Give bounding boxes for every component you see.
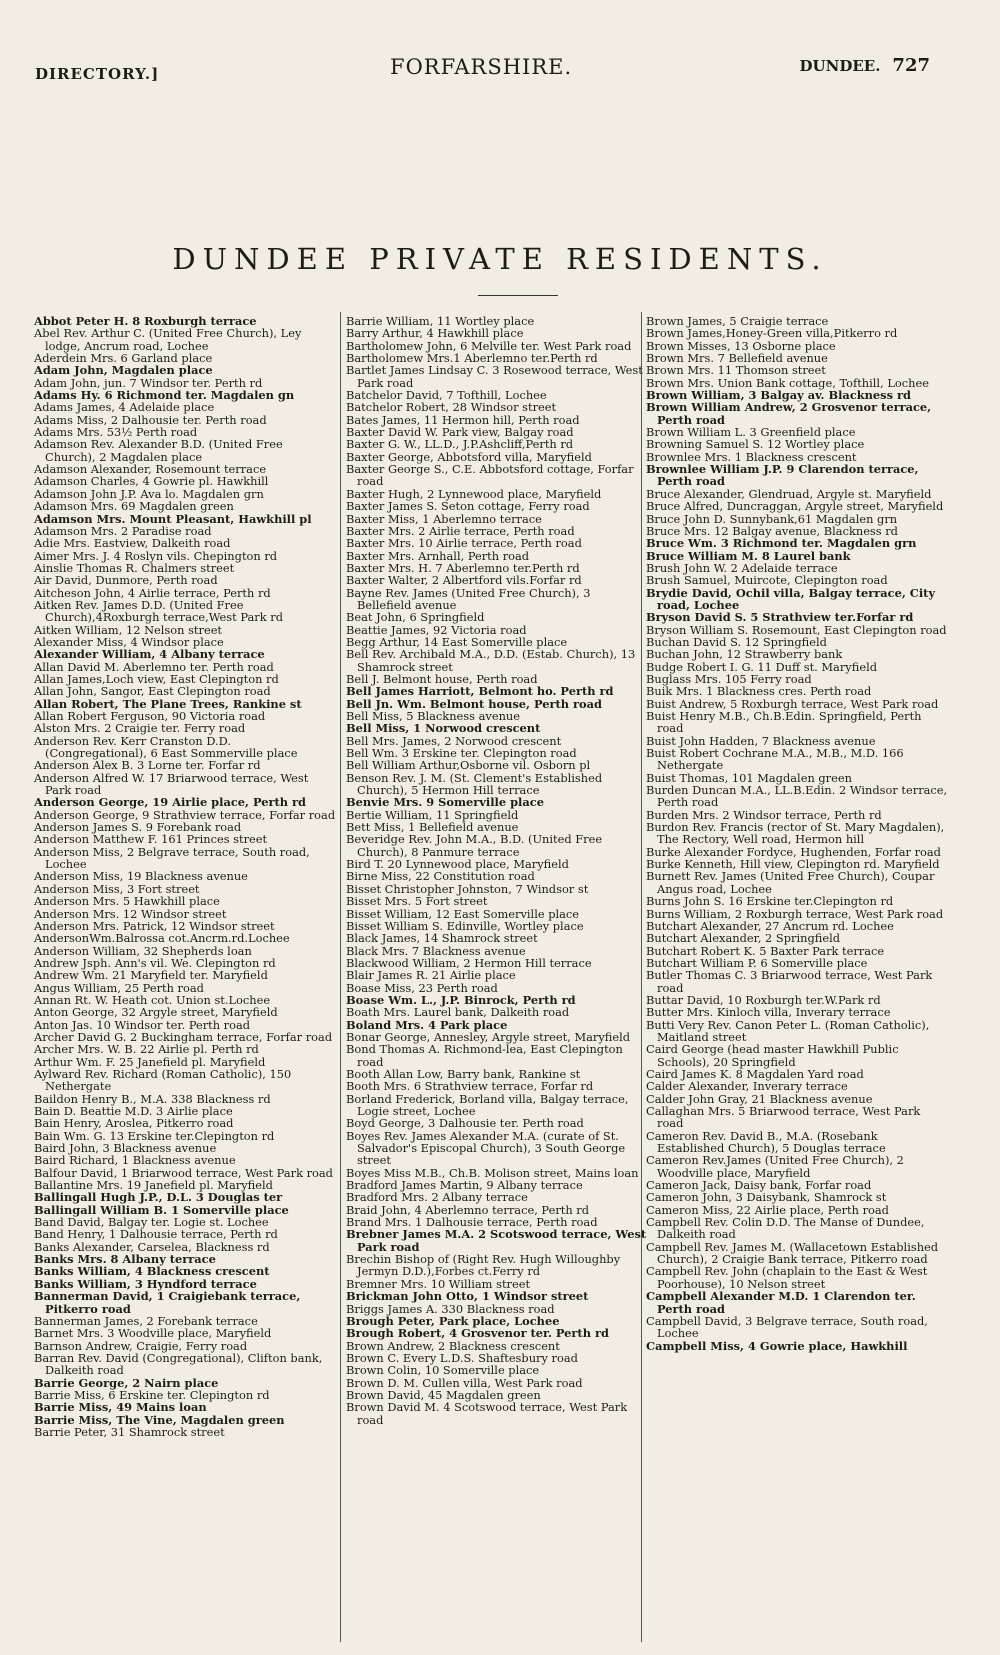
resident-entry: Band David, Balgay ter. Logie st. Lochee bbox=[34, 1215, 269, 1230]
resident-entry: Bruce Alfred, Duncraggan, Argyle street, Maryfield bbox=[646, 499, 944, 514]
resident-entry: Annan Rt. W. Heath cot. Union st.Lochee bbox=[34, 992, 271, 1007]
resident-entry: Butter Mrs. Kinloch villa, Inverary terrace bbox=[646, 1005, 891, 1020]
resident-entry: Cameron Jack, Daisy bank, Forfar road bbox=[646, 1178, 872, 1193]
resident-entry: Barrie William, 11 Wortley place bbox=[346, 314, 535, 328]
resident-entry: Buglass Mrs. 105 Ferry road bbox=[646, 671, 812, 686]
resident-entry: Baxter Mrs. 2 Airlie terrace, Perth road bbox=[346, 523, 575, 538]
resident-entry: Black Mrs. 7 Blackness avenue bbox=[346, 943, 526, 958]
resident-entry: Barnet Mrs. 3 Woodville place, Maryfield bbox=[34, 1326, 272, 1341]
resident-entry: Ballingall Hugh J.P., D.L. 3 Douglas ter bbox=[34, 1190, 283, 1205]
resident-entry: Bruce Wm. 3 Richmond ter. Magdalen grn bbox=[646, 536, 917, 551]
resident-entry: Campbell Alexander M.D. 1 Clarendon ter. Perth road bbox=[646, 1289, 916, 1316]
resident-entry: Bruce Alexander, Glendruad, Argyle st. Maryfield bbox=[646, 486, 932, 501]
resident-entry: Aitken William, 12 Nelson street bbox=[34, 622, 223, 637]
resident-entry: Adam John, Magdalen place bbox=[34, 363, 213, 378]
resident-entry: Anderson William, 32 Shepherds loan bbox=[34, 943, 252, 958]
resident-entry: Burns William, 2 Roxburgh terrace, West Park road bbox=[646, 906, 944, 921]
resident-entry: Browning Samuel S. 12 Wortley place bbox=[646, 437, 865, 452]
resident-entry: Barran Rev. David (Congregational), Clifton bank, Dalkeith road bbox=[34, 1350, 323, 1378]
resident-entry: Bell Rev. Archibald M.A., D.D. (Estab. Church), 13 Shamrock street bbox=[346, 647, 636, 674]
resident-entry: Anderson Rev. Kerr Cranston D.D. (Congregational), 6 East Sommerville place bbox=[34, 733, 298, 761]
resident-entry: Allan Robert, The Plane Trees, Rankine st bbox=[34, 696, 302, 711]
resident-entry: Bisset Christopher Johnston, 7 Windsor st bbox=[346, 881, 589, 896]
resident-entry: Campbell Miss, 4 Gowrie place, Hawkhill bbox=[646, 1338, 908, 1353]
resident-entry: Briggs James A. 330 Blackness road bbox=[346, 1301, 555, 1316]
resident-entry: Andrew Wm. 21 Maryfield ter. Maryfield bbox=[34, 968, 268, 983]
resident-entry: Brown Colin, 10 Somerville place bbox=[346, 1363, 540, 1378]
resident-entry: Borland Frederick, Borland villa, Balgay terrace, Logie street, Lochee bbox=[346, 1091, 629, 1118]
column-2 bbox=[346, 315, 648, 1426]
resident-entry: Bannerman David, 1 Craigiebank terrace, Pitkerro road bbox=[34, 1289, 301, 1316]
resident-entry: Brown William, 3 Balgay av. Blackness rd bbox=[646, 388, 911, 403]
resident-entry: Booth Mrs. 6 Strathview terrace, Forfar rd bbox=[346, 1079, 594, 1094]
resident-entry: Barrie George, 2 Nairn place bbox=[34, 1375, 219, 1390]
resident-entry: Aylward Rev. Richard (Roman Catholic), 150 Nethergate bbox=[34, 1066, 292, 1094]
resident-entry: Batchelor David, 7 Tofthill, Lochee bbox=[346, 388, 547, 403]
resident-entry: Blackwood William, 2 Hermon Hill terrace bbox=[346, 955, 592, 970]
resident-entry: Bonar George, Annesley, Argyle street, Maryfield bbox=[346, 1029, 631, 1044]
resident-entry: Bisset Mrs. 5 Fort street bbox=[346, 894, 488, 909]
resident-entry: Adams Mrs. 53½ Perth road bbox=[34, 425, 198, 440]
resident-entry: Bain D. Beattie M.D. 3 Airlie place bbox=[34, 1104, 233, 1118]
resident-entry: Butchart Alexander, 2 Springfield bbox=[646, 931, 841, 946]
resident-entry: Brown Mrs. 11 Thomson street bbox=[646, 363, 826, 378]
column-3 bbox=[646, 315, 948, 1352]
column-1 bbox=[34, 315, 336, 1438]
resident-entry: Barry Arthur, 4 Hawkhill place bbox=[346, 326, 524, 341]
resident-entry: Beattie James, 92 Victoria road bbox=[346, 622, 527, 637]
resident-entry: Bell Miss, 1 Norwood crescent bbox=[346, 721, 541, 736]
resident-entry: Bremner Mrs. 10 William street bbox=[346, 1276, 531, 1291]
resident-entry: Anderson Miss, 19 Blackness avenue bbox=[34, 869, 248, 884]
resident-entry: Black James, 14 Shamrock street bbox=[346, 931, 538, 946]
resident-entry: Brush Samuel, Muircote, Clepington road bbox=[646, 573, 888, 588]
resident-entry: Baird Richard, 1 Blackness avenue bbox=[34, 1153, 236, 1168]
resident-entry: Archer Mrs. W. B. 22 Airlie pl. Perth rd bbox=[34, 1042, 259, 1057]
resident-entry: Boase Wm. L., J.P. Binrock, Perth rd bbox=[346, 992, 576, 1007]
resident-entry: Beveridge Rev. John M.A., B.D. (United Free Church), 8 Panmure terrace bbox=[346, 832, 603, 859]
resident-entry: Anderson George, 19 Airlie place, Perth rd bbox=[34, 795, 306, 810]
resident-entry: Butti Very Rev. Canon Peter L. (Roman Catholic), Maitland street bbox=[646, 1017, 930, 1044]
resident-entry: Air David, Dunmore, Perth road bbox=[34, 573, 218, 588]
resident-entry: Brown Andrew, 2 Blackness crescent bbox=[346, 1338, 560, 1353]
resident-entry: Baxter David W. Park view, Balgay road bbox=[346, 425, 574, 440]
resident-entry: Burnett Rev. James (United Free Church), Coupar Angus road, Lochee bbox=[646, 869, 935, 896]
resident-entry: Begg Arthur, 14 East Somerville place bbox=[346, 634, 568, 649]
resident-entry: Booth Allan Low, Barry bank, Rankine st bbox=[346, 1066, 581, 1081]
resident-entry: Brown David, 45 Magdalen green bbox=[346, 1387, 541, 1402]
resident-entry: Buist Henry M.B., Ch.B.Edin. Springfield, Perth road bbox=[646, 709, 922, 736]
section-title: DUNDEE PRIVATE RESIDENTS. bbox=[172, 242, 828, 276]
resident-entry: Blair James R. 21 Airlie place bbox=[346, 968, 516, 983]
resident-entry: Banks William, 3 Hyndford terrace bbox=[34, 1276, 257, 1291]
resident-entry: Benvie Mrs. 9 Somerville place bbox=[346, 795, 544, 810]
resident-entry: Butler Thomas C. 3 Briarwood terrace, West Park road bbox=[646, 968, 933, 995]
resident-entry: Bett Miss, 1 Bellefield avenue bbox=[346, 820, 519, 835]
resident-entry: Butchart Alexander, 27 Ancrum rd. Lochee bbox=[646, 918, 894, 933]
resident-entry: Adie Mrs. Eastview, Dalkeith road bbox=[34, 536, 231, 551]
resident-entry: Campbell Rev. Colin D.D. The Manse of Dundee, Dalkeith road bbox=[646, 1215, 925, 1242]
resident-entry: Butchart William P. 6 Somerville place bbox=[646, 955, 868, 970]
resident-entry: Bell James Harriott, Belmont ho. Perth rd bbox=[346, 684, 614, 699]
resident-entry: Anderson James S. 9 Forebank road bbox=[34, 820, 242, 835]
resident-entry: Buchan John, 12 Strawberry bank bbox=[646, 647, 843, 662]
resident-entry: Brown James,Honey-Green villa,Pitkerro rd bbox=[646, 326, 898, 341]
resident-entry: Boath Mrs. Laurel bank, Dalkeith road bbox=[346, 1005, 570, 1020]
running-head-right bbox=[800, 55, 930, 76]
resident-entry: Andrew Jsph. Ann's vil. We. Clepington rd bbox=[34, 955, 276, 970]
title-rule bbox=[478, 295, 558, 296]
resident-entry: Bird T. 20 Lynnewood place, Maryfield bbox=[346, 857, 569, 872]
resident-entry: Barrie Miss, 49 Mains loan bbox=[34, 1400, 207, 1415]
resident-entry: Boland Mrs. 4 Park place bbox=[346, 1017, 508, 1032]
resident-entry: Bain Wm. G. 13 Erskine ter.Clepington rd bbox=[34, 1128, 275, 1143]
resident-entry: Anderson Miss, 3 Fort street bbox=[34, 881, 200, 896]
resident-entry: Allan Robert Ferguson, 90 Victoria road bbox=[34, 709, 266, 723]
resident-entry: Anton Jas. 10 Windsor ter. Perth road bbox=[34, 1017, 251, 1032]
resident-entry: Alexander Miss, 4 Windsor place bbox=[34, 634, 224, 649]
running-head-left: DIRECTORY.] bbox=[35, 65, 160, 83]
resident-entry: Benson Rev. J. M. (St. Clement's Established Church), 5 Hermon Hill terrace bbox=[346, 770, 603, 798]
resident-entry: Burns John S. 16 Erskine ter.Clepington rd bbox=[646, 894, 894, 909]
resident-entry: Brownlee Mrs. 1 Blackness crescent bbox=[646, 449, 857, 464]
resident-entry: Ballantine Mrs. 19 Janefield pl. Maryfield bbox=[34, 1178, 273, 1193]
resident-entry: Bartholomew John, 6 Melville ter. West Park road bbox=[346, 338, 632, 353]
resident-entry: Bell Wm. 3 Erskine ter. Clepington road bbox=[346, 746, 577, 761]
resident-entry: Anderson Alex B. 3 Lorne ter. Forfar rd bbox=[34, 758, 261, 773]
resident-entry: AndersonWm.Balrossa cot.Ancrm.rd.Lochee bbox=[34, 931, 290, 946]
resident-entry: Anderson Alfred W. 17 Briarwood terrace, West Park road bbox=[34, 770, 309, 798]
resident-entry: Bayne Rev. James (United Free Church), 3 Bellefield avenue bbox=[346, 585, 591, 612]
resident-entry: Brydie David, Ochil villa, Balgay terrace, City road, Lochee bbox=[646, 585, 936, 612]
resident-entry: Brownlee William J.P. 9 Clarendon terrace, Perth road bbox=[646, 462, 919, 489]
resident-entry: Barrie Miss, 6 Erskine ter. Clepington rd bbox=[34, 1387, 270, 1402]
resident-entry: Baird John, 3 Blackness avenue bbox=[34, 1141, 217, 1156]
running-head-section: DUNDEE. bbox=[799, 57, 881, 75]
resident-entry: Brough Robert, 4 Grosvenor ter. Perth rd bbox=[346, 1326, 609, 1341]
resident-entry: Brown James, 5 Craigie terrace bbox=[646, 314, 829, 328]
resident-entry: Baxter Walter, 2 Albertford vils.Forfar rd bbox=[346, 573, 582, 588]
resident-entry: Campbell David, 3 Belgrave terrace, South road, Lochee bbox=[646, 1313, 928, 1341]
resident-entry: Bartlet James Lindsay C. 3 Rosewood terrace, West Park road bbox=[346, 363, 643, 390]
resident-entry: Caird James K. 8 Magdalen Yard road bbox=[646, 1066, 864, 1081]
resident-entry: Anton George, 32 Argyle street, Maryfield bbox=[34, 1005, 278, 1020]
resident-entry: Adamson Alexander, Rosemount terrace bbox=[34, 462, 267, 477]
resident-entry: Angus William, 25 Perth road bbox=[34, 980, 204, 995]
resident-entry: Buist Andrew, 5 Roxburgh terrace, West Park road bbox=[646, 696, 939, 711]
resident-entry: Bisset William S. Edinville, Wortley place bbox=[346, 918, 584, 933]
resident-entry: Barrie Miss, The Vine, Magdalen green bbox=[34, 1412, 285, 1427]
resident-entry: Brown C. Every L.D.S. Shaftesbury road bbox=[346, 1350, 578, 1365]
resident-entry: Buik Mrs. 1 Blackness cres. Perth road bbox=[646, 684, 872, 699]
resident-entry: Burden Mrs. 2 Windsor terrace, Perth rd bbox=[646, 807, 882, 822]
resident-entry: Anderson Mrs. 12 Windsor street bbox=[34, 906, 227, 921]
resident-entry: Cameron Miss, 22 Airlie place, Perth road bbox=[646, 1202, 889, 1217]
resident-entry: Baxter James S. Seton cottage, Ferry road bbox=[346, 499, 590, 514]
resident-entry: Allan James,Loch view, East Clepington rd bbox=[34, 671, 279, 686]
resident-entry: Brough Peter, Park place, Lochee bbox=[346, 1313, 560, 1328]
resident-entry: Brown Misses, 13 Osborne place bbox=[646, 338, 836, 353]
resident-entry: Baxter G. W., LL.D., J.P.Ashcliff,Perth rd bbox=[346, 437, 574, 452]
resident-entry: Anderson Matthew F. 161 Princes street bbox=[34, 832, 268, 847]
resident-entry: Adams Miss, 2 Dalhousie ter. Perth road bbox=[34, 412, 267, 427]
resident-entry: Allan David M. Aberlemno ter. Perth road bbox=[34, 659, 274, 674]
resident-entry: Brown D. M. Cullen villa, West Park road bbox=[346, 1375, 583, 1390]
resident-entry: Brush John W. 2 Adelaide terrace bbox=[646, 560, 838, 575]
resident-entry: Burke Alexander Fordyce, Hughenden, Forfar road bbox=[646, 844, 941, 859]
resident-entry: Callaghan Mrs. 5 Briarwood terrace, West Park road bbox=[646, 1104, 921, 1131]
resident-entry: Baxter George S., C.E. Abbotsford cottage, Forfar road bbox=[346, 462, 634, 489]
resident-entry: Banks William, 4 Blackness crescent bbox=[34, 1264, 270, 1279]
resident-entry: Bradford James Martin, 9 Albany terrace bbox=[346, 1178, 583, 1193]
resident-entry: Burden Duncan M.A., LL.B.Edin. 2 Windsor terrace, Perth road bbox=[646, 783, 948, 810]
resident-entry: Archer David G. 2 Buckingham terrace, Forfar road bbox=[34, 1029, 333, 1044]
page-number: 727 bbox=[892, 55, 930, 76]
resident-entry: Adams Hy. 6 Richmond ter. Magdalen gn bbox=[34, 388, 295, 403]
resident-entry: Anderson Miss, 2 Belgrave terrace, South road, Lochee bbox=[34, 844, 310, 872]
resident-entry: Adamson Mrs. Mount Pleasant, Hawkhill pl bbox=[34, 511, 312, 526]
resident-entry: Brechin Bishop of (Right Rev. Hugh Willoughby Jermyn D.D.),Forbes ct.Ferry rd bbox=[346, 1252, 621, 1279]
resident-entry: Adamson Mrs. 69 Magdalen green bbox=[34, 499, 234, 514]
resident-entry: Bell William Arthur,Osborne vil. Osborn pl bbox=[346, 758, 591, 773]
resident-entry: Calder John Gray, 21 Blackness avenue bbox=[646, 1091, 873, 1106]
resident-entry: Adams James, 4 Adelaide place bbox=[34, 400, 215, 415]
resident-entry: Aitcheson John, 4 Airlie terrace, Perth rd bbox=[34, 585, 271, 600]
resident-entry: Allan John, Sangor, East Clepington road bbox=[34, 684, 271, 699]
resident-entry: Budge Robert I. G. 11 Duff st. Maryfield bbox=[646, 659, 878, 674]
resident-entry: Batchelor Robert, 28 Windsor street bbox=[346, 400, 557, 415]
resident-entry: Anderson Mrs. Patrick, 12 Windsor street bbox=[34, 918, 275, 933]
resident-entry: Bell Mrs. James, 2 Norwood crescent bbox=[346, 733, 562, 748]
resident-entry: Aitken Rev. James D.D. (United Free Church),4Roxburgh terrace,West Park rd bbox=[34, 597, 283, 625]
running-head-county: FORFARSHIRE. bbox=[390, 55, 573, 79]
resident-entry: Brown William Andrew, 2 Grosvenor terrace, Perth road bbox=[646, 400, 932, 427]
resident-entry: Baxter Mrs. 10 Airlie terrace, Perth road bbox=[346, 536, 582, 551]
resident-entry: Bruce Mrs. 12 Balgay avenue, Blackness rd bbox=[646, 523, 898, 538]
resident-entry: Baxter Miss, 1 Aberlemno terrace bbox=[346, 511, 542, 526]
resident-entry: Brickman John Otto, 1 Windsor street bbox=[346, 1289, 589, 1304]
resident-entry: Bates James, 11 Hermon hill, Perth road bbox=[346, 412, 580, 427]
resident-entry: Brown Mrs. 7 Bellefield avenue bbox=[646, 351, 828, 366]
resident-entry: Caird George (head master Hawkhill Public Schools), 20 Springfield bbox=[646, 1042, 899, 1069]
resident-entry: Adamson Rev. Alexander B.D. (United Free Church), 2 Magdalen place bbox=[34, 437, 283, 464]
resident-entry: Bain Henry, Aroslea, Pitkerro road bbox=[34, 1116, 234, 1131]
resident-entry: Brown William L. 3 Greenfield place bbox=[646, 425, 856, 440]
resident-entry: Campbell Rev. James M. (Wallacetown Established Church), 2 Craigie Bank terrace, Pitkerro road bbox=[646, 1239, 939, 1267]
resident-entry: Beat John, 6 Springfield bbox=[346, 610, 485, 625]
resident-entry: Buchan David S. 12 Springfield bbox=[646, 634, 827, 649]
resident-entry: Alexander William, 4 Albany terrace bbox=[34, 647, 265, 662]
column-divider bbox=[641, 312, 642, 1642]
resident-entry: Abel Rev. Arthur C. (United Free Church), Ley lodge, Ancrum road, Lochee bbox=[34, 326, 302, 353]
resident-entry: Bradford Mrs. 2 Albany terrace bbox=[346, 1190, 528, 1205]
resident-entry: Bruce William M. 8 Laurel bank bbox=[646, 548, 851, 563]
resident-entry: Adamson John J.P. Ava lo. Magdalen grn bbox=[34, 486, 264, 501]
resident-entry: Baildon Henry B., M.A. 338 Blackness rd bbox=[34, 1091, 271, 1106]
resident-entry: Adamson Mrs. 2 Paradise road bbox=[34, 523, 212, 538]
resident-entry: Buist Robert Cochrane M.A., M.B., M.D. 166 Nethergate bbox=[646, 746, 904, 773]
resident-entry: Ballingall William B. 1 Somerville place bbox=[34, 1202, 289, 1217]
resident-entry: Banks Alexander, Carselea, Blackness rd bbox=[34, 1239, 270, 1254]
resident-entry: Ainslie Thomas R. Chalmers street bbox=[34, 560, 235, 575]
resident-entry: Baxter George, Abbotsford villa, Maryfield bbox=[346, 449, 592, 464]
resident-entry: Bartholomew Mrs.1 Aberlemno ter.Perth rd bbox=[346, 351, 598, 366]
resident-entry: Baxter Mrs. Arnhall, Perth road bbox=[346, 548, 530, 563]
resident-entry: Campbell Rev. John (chaplain to the East & West Poorhouse), 10 Nelson street bbox=[646, 1264, 928, 1291]
resident-entry: Bond Thomas A. Richmond-lea, East Clepington road bbox=[346, 1042, 623, 1069]
resident-entry: Buist Thomas, 101 Magdalen green bbox=[646, 770, 852, 785]
resident-entry: Cameron John, 3 Daisybank, Shamrock st bbox=[646, 1190, 887, 1205]
resident-entry: Arthur Wm. F. 25 Janefield pl. Maryfield bbox=[34, 1054, 266, 1069]
resident-entry: Band Henry, 1 Dalhousie terrace, Perth rd bbox=[34, 1227, 278, 1242]
resident-entry: Bell J. Belmont house, Perth road bbox=[346, 671, 538, 686]
resident-entry: Anderson George, 9 Strathview terrace, Forfar road bbox=[34, 807, 336, 822]
resident-entry: Aimer Mrs. J. 4 Roslyn vils. Chepington rd bbox=[34, 548, 278, 563]
resident-entry: Brown Mrs. Union Bank cottage, Tofthill, Lochee bbox=[646, 375, 929, 390]
resident-entry: Balfour David, 1 Briarwood terrace, West Park road bbox=[34, 1165, 333, 1180]
resident-entry: Boyes Miss M.B., Ch.B. Molison street, Mains loan bbox=[346, 1165, 639, 1180]
resident-entry: Burke Kenneth, Hill view, Clepington rd. Maryfield bbox=[646, 857, 940, 872]
resident-entry: Aderdein Mrs. 6 Garland place bbox=[34, 351, 213, 366]
resident-entry: Banks Mrs. 8 Albany terrace bbox=[34, 1252, 216, 1267]
resident-entry: Alston Mrs. 2 Craigie ter. Ferry road bbox=[34, 721, 246, 736]
page-header bbox=[35, 55, 930, 85]
resident-entry: Cameron Rev.James (United Free Church), 2 Woodville place, Maryfield bbox=[646, 1153, 904, 1180]
resident-entry: Brand Mrs. 1 Dalhousie terrace, Perth road bbox=[346, 1215, 598, 1230]
resident-entry: Bryson David S. 5 Strathview ter.Forfar rd bbox=[646, 610, 914, 625]
resident-entry: Boase Miss, 23 Perth road bbox=[346, 980, 498, 995]
resident-entry: Calder Alexander, Inverary terrace bbox=[646, 1079, 848, 1094]
resident-entry: Bannerman James, 2 Forebank terrace bbox=[34, 1313, 258, 1328]
resident-entry: Barnson Andrew, Craigie, Ferry road bbox=[34, 1338, 248, 1353]
column-divider bbox=[340, 312, 341, 1642]
resident-entry: Anderson Mrs. 5 Hawkhill place bbox=[34, 894, 220, 909]
resident-entry: Bell Miss, 5 Blackness avenue bbox=[346, 709, 520, 723]
resident-entry: Bryson William S. Rosemount, East Clepington road bbox=[646, 622, 947, 637]
resident-entry: Brown David M. 4 Scotswood terrace, West Park road bbox=[346, 1400, 628, 1427]
resident-entry: Baxter Hugh, 2 Lynnewood place, Maryfield bbox=[346, 486, 602, 501]
resident-entry: Boyd George, 3 Dalhousie ter. Perth road bbox=[346, 1116, 584, 1131]
resident-entry: Braid John, 4 Aberlemno terrace, Perth rd bbox=[346, 1202, 590, 1217]
resident-entry: Burdon Rev. Francis (rector of St. Mary Magdalen), The Rectory, Well road, Hermon hill bbox=[646, 820, 945, 847]
resident-entry: Birne Miss, 22 Constitution road bbox=[346, 869, 535, 884]
resident-entry: Butchart Robert K. 5 Baxter Park terrace bbox=[646, 943, 885, 958]
resident-entry: Adam John, jun. 7 Windsor ter. Perth rd bbox=[34, 375, 263, 390]
resident-entry: Adamson Charles, 4 Gowrie pl. Hawkhill bbox=[34, 474, 269, 489]
resident-entry: Abbot Peter H. 8 Roxburgh terrace bbox=[34, 314, 257, 328]
resident-entry: Boyes Rev. James Alexander M.A. (curate of St. Salvador's Episcopal Church), 3 South George street bbox=[346, 1128, 626, 1168]
resident-entry: Bruce John D. Sunnybank,61 Magdalen grn bbox=[646, 511, 898, 526]
resident-entry: Bertie William, 11 Springfield bbox=[346, 807, 519, 822]
resident-entry: Barrie Peter, 31 Shamrock street bbox=[34, 1424, 225, 1439]
resident-entry: Bisset William, 12 East Somerville place bbox=[346, 906, 580, 921]
resident-entry: Bell Jn. Wm. Belmont house, Perth road bbox=[346, 696, 602, 711]
resident-entry: Buttar David, 10 Roxburgh ter.W.Park rd bbox=[646, 992, 881, 1007]
resident-entry: Cameron Rev. David B., M.A. (Rosebank Established Church), 5 Douglas terrace bbox=[646, 1128, 886, 1156]
resident-entry: Baxter Mrs. H. 7 Aberlemno ter.Perth rd bbox=[346, 560, 580, 575]
resident-entry: Brebner James M.A. 2 Scotswood terrace, West Park road bbox=[346, 1227, 647, 1254]
resident-entry: Buist John Hadden, 7 Blackness avenue bbox=[646, 733, 876, 748]
